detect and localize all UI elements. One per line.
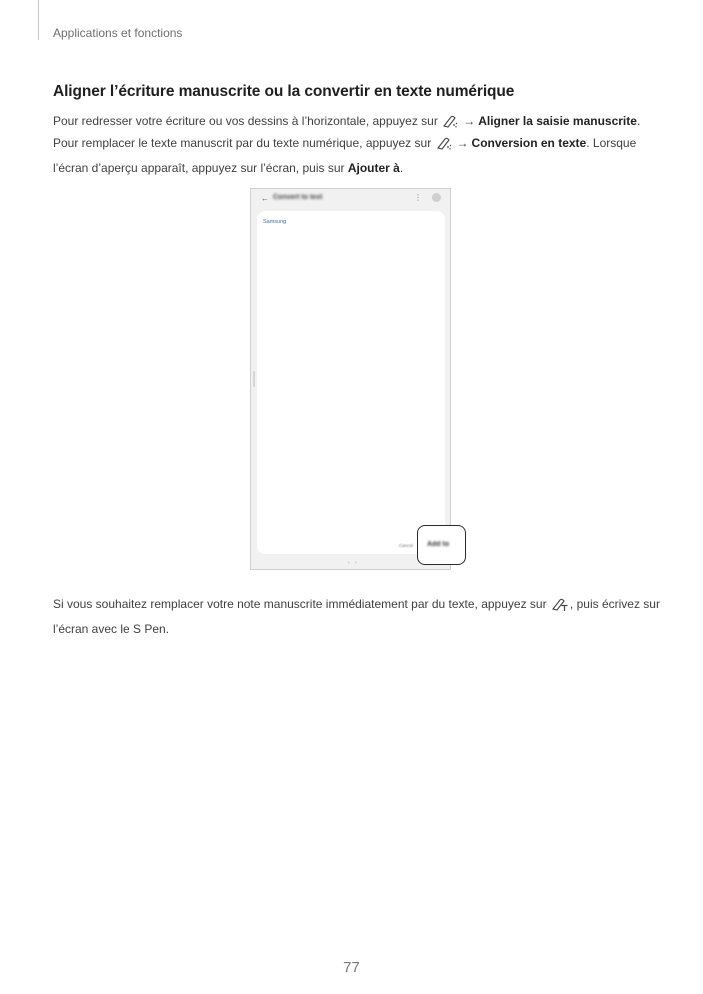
paragraph-align-text: Pour redresser votre écriture ou vos dessins à l’horizontale, appuyez sur xyxy=(53,114,438,128)
pen-to-text-icon xyxy=(551,597,569,619)
menu-option-convert: Conversion en texte xyxy=(471,136,587,150)
paragraph-convert xyxy=(53,133,663,179)
menu-option-align: Aligner la saisie manuscrite xyxy=(478,114,637,128)
add-to-highlight xyxy=(417,525,466,565)
paragraph-convert-continued: . Lorsque l’écran d’aperçu apparaît, appuyez sur l’écran, puis sur xyxy=(53,136,637,175)
edge-handle[interactable] xyxy=(253,371,255,387)
add-to-button[interactable]: Add to xyxy=(427,541,450,548)
cancel-button[interactable]: Cancel xyxy=(399,543,414,548)
punctuation: . xyxy=(636,114,641,128)
page-number: 77 xyxy=(343,959,360,976)
punctuation: . xyxy=(399,161,404,175)
paragraph-convert-text: Pour remplacer le texte manuscrit par du texte numérique, appuyez sur xyxy=(53,136,432,150)
section-heading: Aligner l’écriture manuscrite ou la convertir en texte numérique xyxy=(53,83,515,100)
arrow-symbol: → xyxy=(463,114,476,128)
arrow-symbol: → xyxy=(456,136,469,150)
more-options-icon[interactable]: ⋮ xyxy=(414,193,422,202)
ai-pen-icon xyxy=(436,136,453,158)
phone-app-bar xyxy=(251,189,450,209)
paragraph-immediate-text: Si vous souhaitez remplacer votre note manuscrite immédiatement par du texte, appuyez sur xyxy=(53,597,547,611)
phone-screen-title: Convert to text xyxy=(273,194,323,201)
preview-card[interactable] xyxy=(257,211,445,554)
converted-text-preview: Samsung xyxy=(263,219,287,225)
phone-screenshot xyxy=(250,188,451,570)
margin-rule xyxy=(38,0,39,40)
nav-indicator: ‹ › xyxy=(348,560,359,566)
running-header: Applications et fonctions xyxy=(53,26,183,40)
menu-option-add-to: Ajouter à xyxy=(347,161,400,175)
paragraph-immediate-continued: , puis écrivez sur l’écran avec le S Pen. xyxy=(53,597,660,636)
paragraph-immediate-convert xyxy=(53,594,663,640)
profile-circle-icon[interactable] xyxy=(432,193,441,202)
back-arrow-icon[interactable]: ← xyxy=(261,194,269,203)
